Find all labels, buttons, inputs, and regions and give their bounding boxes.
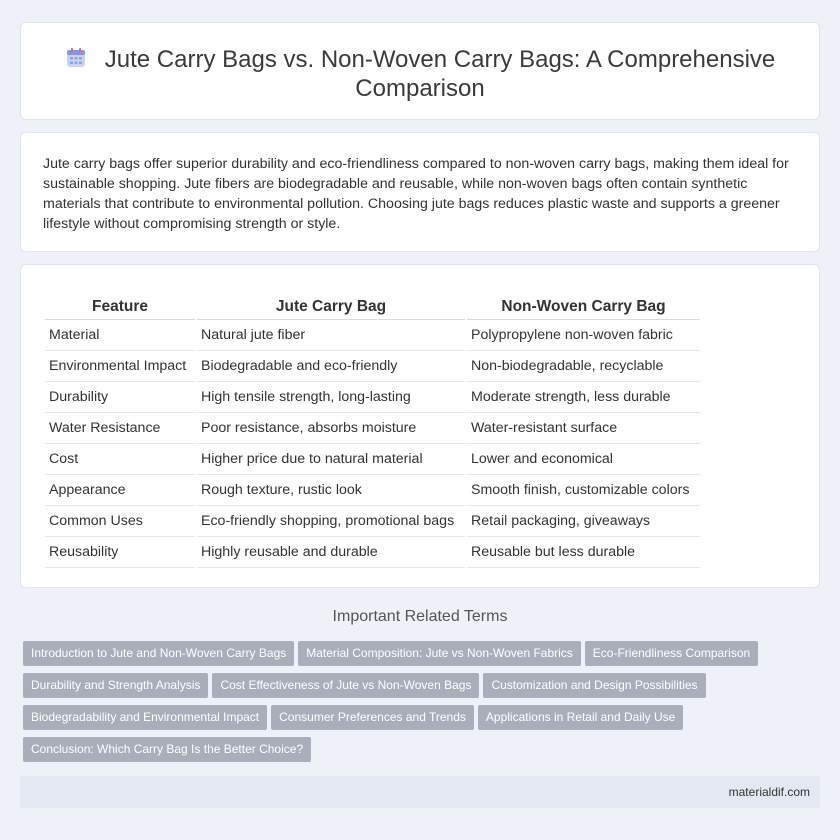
- related-term-tag[interactable]: Consumer Preferences and Trends: [271, 705, 474, 730]
- feature-cell: Reusability: [45, 537, 195, 568]
- non-woven-cell: Reusable but less durable: [467, 537, 700, 568]
- page-title: Jute Carry Bags vs. Non-Woven Carry Bags: A Comprehensive Comparison: [104, 46, 776, 102]
- related-term-tag[interactable]: Introduction to Jute and Non-Woven Carry Bags: [23, 641, 294, 666]
- feature-cell: Environmental Impact: [45, 351, 195, 382]
- jute-cell: Eco-friendly shopping, promotional bags: [197, 506, 465, 537]
- jute-cell: Natural jute fiber: [197, 320, 465, 351]
- related-terms-title: Important Related Terms: [332, 608, 508, 625]
- related-term-tag[interactable]: Biodegradability and Environmental Impact: [23, 705, 267, 730]
- table-row: [45, 320, 700, 351]
- feature-cell: Cost: [45, 444, 195, 475]
- non-woven-cell: Moderate strength, less durable: [467, 382, 700, 413]
- related-term-tag[interactable]: Material Composition: Jute vs Non-Woven Fabrics: [298, 641, 581, 666]
- feature-cell: Appearance: [45, 475, 195, 506]
- jute-cell: Poor resistance, absorbs moisture: [197, 413, 465, 444]
- non-woven-cell: Polypropylene non-woven fabric: [467, 320, 700, 351]
- feature-cell: Durability: [45, 382, 195, 413]
- jute-cell: Highly reusable and durable: [197, 537, 465, 568]
- jute-cell: Biodegradable and eco-friendly: [197, 351, 465, 382]
- column-header-feature: Feature: [45, 295, 195, 320]
- non-woven-cell: Lower and economical: [467, 444, 700, 475]
- intro-paragraph: Jute carry bags offer superior durability and eco-friendliness compared to non-woven carry bags, making them ideal for sustainable shopping. Jute fibers are biodegradable and reusable, while non-woven bags often contain synthetic materials that contribute to environmental pollution. Choosing jute bags reduces plastic waste and supports a greener lifestyle without compromising strength or style.: [43, 156, 789, 232]
- jute-cell: Higher price due to natural material: [197, 444, 465, 475]
- column-header-non-woven: Non-Woven Carry Bag: [467, 295, 700, 320]
- table-row: [45, 351, 700, 382]
- footer: [20, 776, 820, 808]
- table-header-row: [45, 295, 700, 320]
- feature-cell: Material: [45, 320, 195, 351]
- related-term-tag[interactable]: Durability and Strength Analysis: [23, 673, 208, 698]
- table-row: [45, 413, 700, 444]
- table-row: [45, 444, 700, 475]
- header-card: [20, 22, 820, 120]
- non-woven-cell: Water-resistant surface: [467, 413, 700, 444]
- table-row: [45, 537, 700, 568]
- non-woven-cell: Retail packaging, giveaways: [467, 506, 700, 537]
- related-term-tag[interactable]: Conclusion: Which Carry Bag Is the Better Choice?: [23, 737, 311, 762]
- non-woven-cell: Smooth finish, customizable colors: [467, 475, 700, 506]
- related-terms-tags: [23, 641, 823, 769]
- column-header-jute: Jute Carry Bag: [197, 295, 465, 320]
- jute-cell: High tensile strength, long-lasting: [197, 382, 465, 413]
- feature-cell: Water Resistance: [45, 413, 195, 444]
- table-row: [45, 475, 700, 506]
- intro-card: [20, 132, 820, 252]
- non-woven-cell: Non-biodegradable, recyclable: [467, 351, 700, 382]
- table-row: [45, 382, 700, 413]
- feature-cell: Common Uses: [45, 506, 195, 537]
- related-term-tag[interactable]: Customization and Design Possibilities: [483, 673, 705, 698]
- comparison-table-card: [20, 264, 820, 588]
- page-title-block: [21, 45, 819, 103]
- comparison-table: [43, 295, 702, 568]
- calendar-icon: [65, 47, 87, 69]
- footer-site-link[interactable]: materialdif.com: [728, 785, 810, 799]
- table-row: [45, 506, 700, 537]
- related-term-tag[interactable]: Applications in Retail and Daily Use: [478, 705, 683, 730]
- related-term-tag[interactable]: Cost Effectiveness of Jute vs Non-Woven Bags: [212, 673, 479, 698]
- related-term-tag[interactable]: Eco-Friendliness Comparison: [585, 641, 758, 666]
- jute-cell: Rough texture, rustic look: [197, 475, 465, 506]
